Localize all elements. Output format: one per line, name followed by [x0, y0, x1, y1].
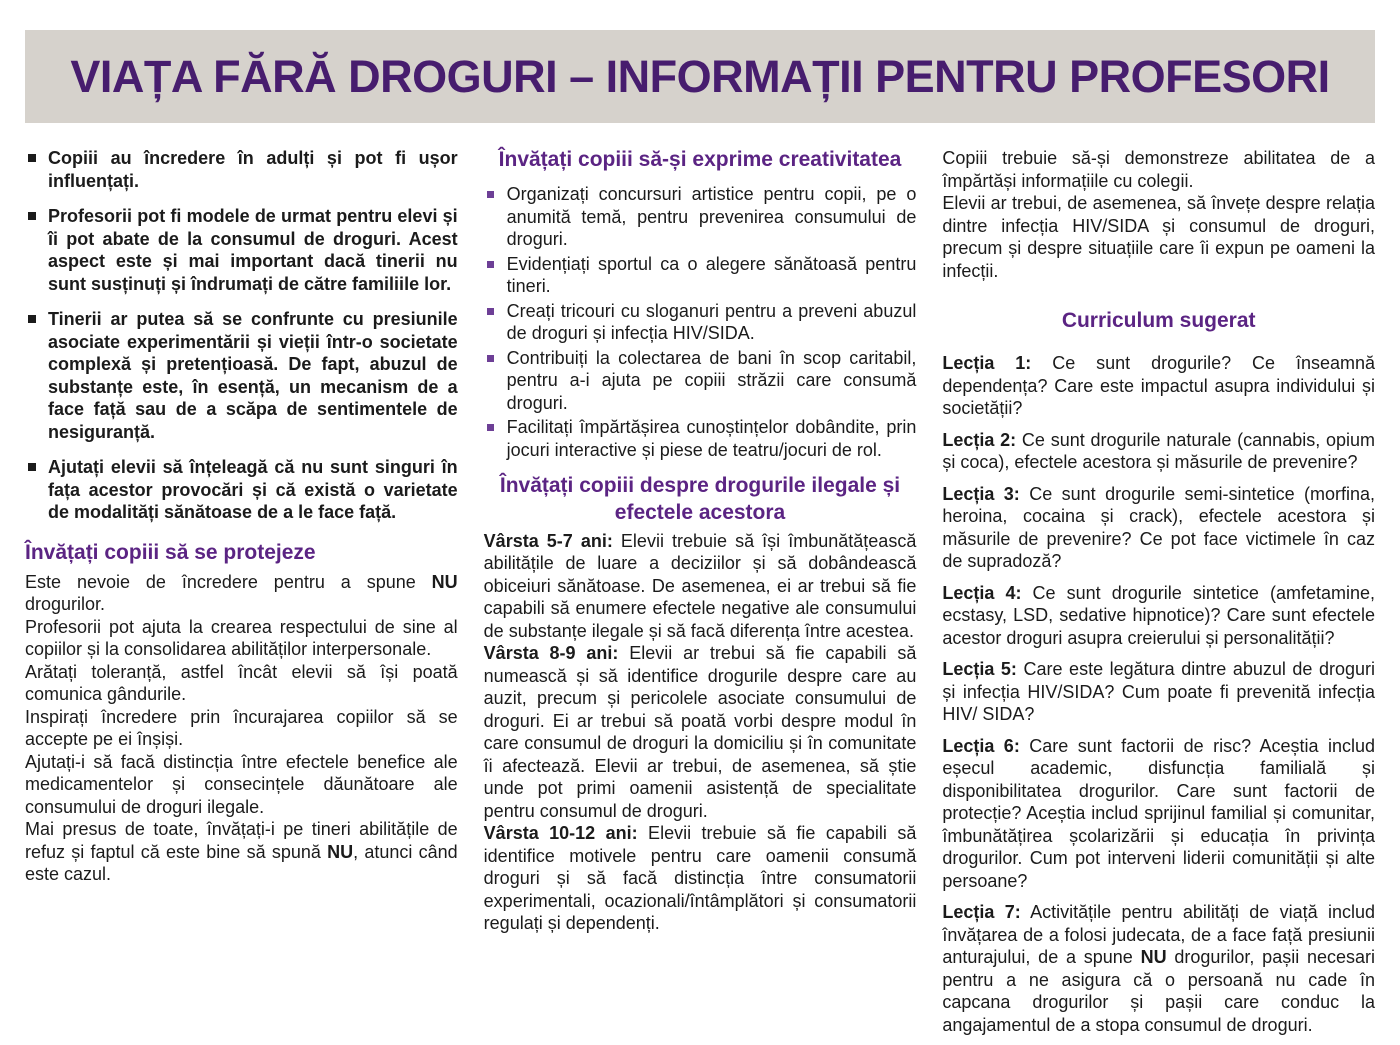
list-item: Ajutați elevii să înțeleagă că nu sunt singuri în fața acestor provocări și că există o varietate de modalități sănătoase de a le face față. [25, 456, 458, 524]
text-segment: Ce sunt drogurile semi-sintetice (morfina, heroina, cocaina și crack), efectele acestora și măsurile de prevenire? Ce pot face victimele în caz de supradoză? [942, 483, 1376, 572]
paragraph: Elevii ar trebui, de asemenea, să învețe despre relația dintre infecția HIV/SIDA și consumul de droguri, precum și despre situațiile care îi expun pe oameni la infecții. [942, 193, 1376, 281]
text-segment: Inspirați încredere prin încurajarea copiilor să se accepte pe ei înșiși. [25, 706, 458, 750]
document-page [0, 30, 1400, 1045]
column-middle [484, 147, 917, 1045]
lesson-lead: Lecția 4: [942, 582, 1022, 603]
column-right [942, 147, 1375, 1045]
text-segment: Care sunt factorii de risc? Aceștia includ eșecul academic, disfuncția familială și disponibilitatea drogurilor. Care sunt factorii de protecție? Aceștia includ sprijinul familial și comunitar, îmbunătățirea școlarizării și educația în privința drogurilor. Cum pot interveni liderii comunității și alte persoane? [942, 735, 1376, 891]
lesson-lead: Lecția 3: [942, 483, 1020, 504]
text-segment: Elevii trebuie să fie capabili să identifice motivele pentru care oamenii consumă droguri și să facă distincția între consumatorii experimentali, ocazionali/întâmplători și consumatorii regulați și dependenți. [483, 823, 917, 934]
list-item: Evidențiați sportul ca o alegere sănătoasă pentru tineri. [484, 253, 917, 298]
age-lead: Vârsta 10-12 ani: [483, 823, 638, 844]
title-banner [25, 30, 1375, 123]
column-left [25, 147, 458, 1045]
creativity-list [484, 183, 917, 461]
text-segment: Elevii ar trebui să fie capabili să numească și să identifice drogurile despre care au auzit, precum și pericolele asociate consumului de droguri. Ei ar trebui să poată vorbi despre modul în care consumul de droguri la domiciliu și în comunitate îi afectează. Elevii ar trebui, de asemenea, să știe unde pot primi oamenii asistență de specialitate pentru consumul de droguri. [483, 643, 917, 821]
list-item: Contribuiți la colectarea de bani în scop caritabil, pentru a-i ajuta pe copiii străzii care consumă droguri. [484, 347, 917, 415]
age-paragraph [484, 530, 917, 643]
lesson-paragraph [942, 901, 1375, 1036]
list-item: Creați tricouri cu sloganuri pentru a preveni abuzul de droguri și infecția HIV/SIDA. [484, 300, 917, 345]
text-segment: Elevii trebuie să își îmbunătățească abilitățile de luare a deciziilor și să dobândească obiceiuri sănătoase. De asemenea, ei ar trebui să fie capabili să enumere efectele negative ale consumului de substanțe ilegale și să facă diferența între acestea. [483, 530, 917, 641]
list-item: Facilitați împărtășirea cunoștințelor dobândite, prin jocuri interactive și piese de teatru/jocuri de rol. [484, 416, 917, 461]
age-paragraph [484, 822, 917, 935]
paragraph [25, 706, 458, 751]
text-segment: Arătați toleranță, astfel încât elevii să își poată comunica gândurile. [25, 661, 458, 705]
section-heading-curriculum: Curriculum sugerat [1061, 309, 1256, 332]
emphasis-nu: NU [1140, 947, 1167, 968]
lesson-paragraph [942, 483, 1375, 573]
text-segment: Ce sunt drogurile naturale (cannabis, opium și coca), efectele acestora și măsurile de prevenire? [942, 429, 1376, 473]
lesson-paragraph [942, 658, 1375, 726]
paragraph [25, 616, 458, 661]
text-segment: , atunci când este cazul. [25, 841, 458, 885]
list-item: Tinerii ar putea să se confrunte cu presiunile asociate experimentării și vieții într-o societate complexă și pretențioasă. De fapt, abuzul de substanțe este, în esență, un mecanism de a face față sau de a scăpa de sentimentele de nesiguranță. [25, 308, 458, 443]
age-lead: Vârsta 8-9 ani: [483, 643, 619, 664]
lesson-lead: Lecția 6: [942, 735, 1020, 756]
lesson-paragraph [942, 352, 1375, 420]
lesson-lead: Lecția 1: [942, 353, 1032, 374]
text-segment: Mai presus de toate, învățați-i pe tineri abilitățile de refuz și faptul că este bine să spună [25, 819, 458, 862]
lesson-lead: Lecția 2: [942, 429, 1017, 450]
text-segment: Care este legătura dintre abuzul de droguri și infecția HIV/SIDA? Cum poate fi prevenită infecția HIV/ SIDA? [942, 659, 1376, 725]
text-segment: drogurilor, pașii necesari pentru a ne asigura că o persoană nu cade în capcana drogurilor și pașii care conduc la angajamentul de a stopa consumul de droguri. [942, 947, 1376, 1035]
text-segment: Ce sunt drogurile sintetice (amfetamine, ecstasy, LSD, sedative hipnotice)? Care sunt efectele acestor droguri asupra creierului și personalității? [942, 582, 1376, 648]
paragraph [25, 571, 458, 616]
age-paragraph [484, 642, 917, 822]
list-item: Organizați concursuri artistice pentru copii, pe o anumită temă, pentru prevenirea consumului de droguri. [484, 183, 917, 251]
lesson-paragraph [942, 429, 1375, 474]
list-item: Copiii au încredere în adulți și pot fi ușor influențați. [25, 147, 458, 192]
section-heading-creativity: Învățați copiii să-și exprime creativitatea [498, 148, 902, 171]
text-segment: Ce sunt drogurile? Ce înseamnă dependența? Care este impactul asupra individului și societății? [942, 353, 1376, 419]
paragraph [25, 661, 458, 706]
emphasis-nu: NU [327, 841, 354, 862]
lesson-lead: Lecția 7: [942, 902, 1021, 923]
lesson-paragraph [942, 735, 1375, 893]
text-segment: Este nevoie de încredere pentru a spune [25, 571, 432, 592]
key-points-list [25, 147, 458, 524]
emphasis-nu: NU [431, 571, 458, 592]
section-heading-illegal-drugs: Învățați copiii despre drogurile ilegale și efectele acestora [499, 474, 901, 524]
list-item: Profesorii pot fi modele de urmat pentru elevi și îi pot abate de la consumul de droguri. Acest aspect este și mai important dacă tinerii nu sunt susținuți și îndrumați de către familiile lor. [25, 205, 458, 295]
text-segment: Profesorii pot ajuta la crearea respectului de sine al copiilor și la consolidarea abilităților interpersonale. [25, 616, 458, 660]
paragraph [25, 818, 458, 886]
text-segment: drogurilor. [25, 594, 106, 615]
paragraph: Copiii trebuie să-și demonstreze abilitatea de a împărtăși informațiile cu colegii. [942, 148, 1376, 191]
text-segment: Ajutați-i să facă distincția între efectele benefice ale medicamentelor și consecințele dăunătoare ale consumului de droguri ilegale. [25, 751, 458, 817]
page-title: VIAȚA FĂRĂ DROGURI – INFORMAȚII PENTRU PROFESORI [70, 50, 1330, 102]
content-columns [0, 123, 1400, 1045]
section-heading-protect: Învățați copiii să se protejeze [25, 540, 316, 564]
paragraph [25, 751, 458, 819]
age-lead: Vârsta 5-7 ani: [483, 530, 613, 551]
text-segment: Activitățile pentru abilități de viață includ învățarea de a folosi judecata, de a face față presiunii anturajului, de a spune [942, 902, 1376, 968]
lesson-paragraph [942, 582, 1375, 650]
lesson-lead: Lecția 5: [942, 659, 1017, 680]
